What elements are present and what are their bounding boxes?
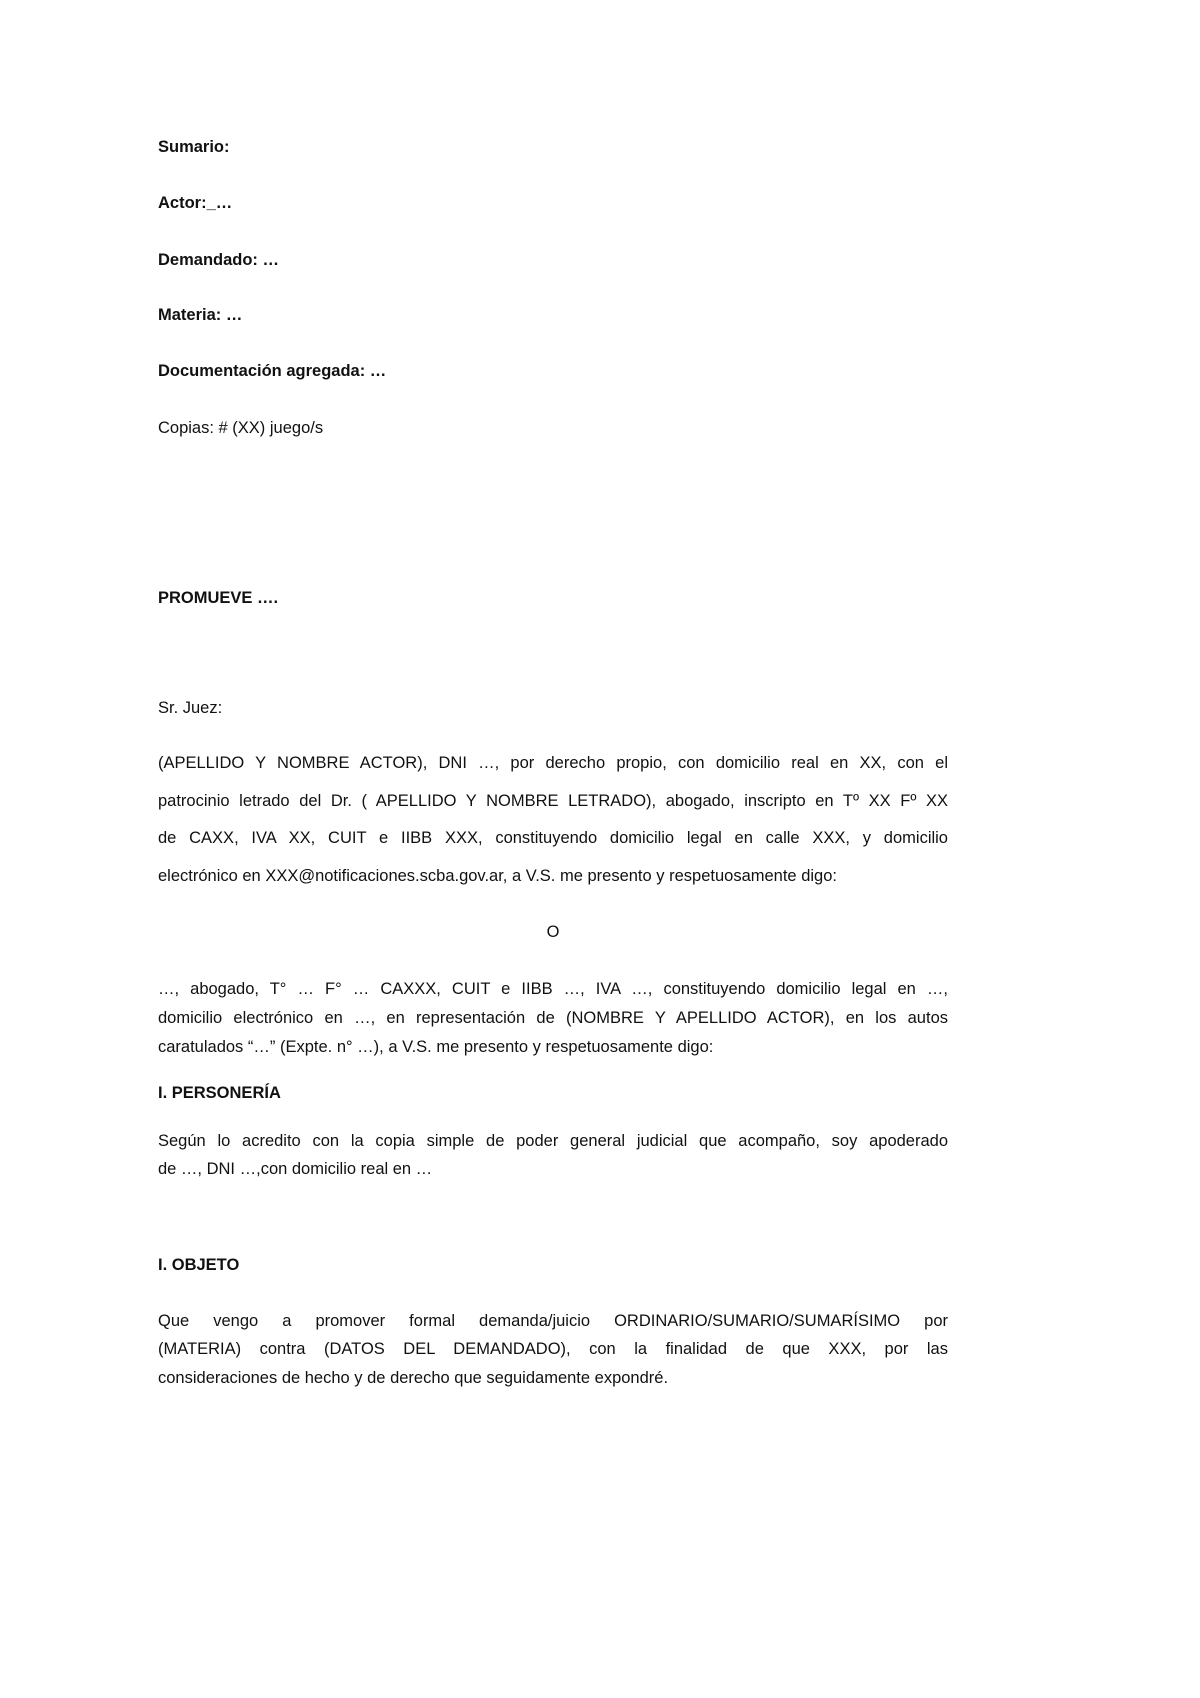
- alt-line: domicilio electrónico en …, en representación de (NOMBRE Y APELLIDO ACTOR), en los autos: [158, 1009, 948, 1027]
- intro-line: (APELLIDO Y NOMBRE ACTOR), DNI …, por derecho propio, con domicilio real en XX, con el: [158, 754, 948, 772]
- salutation: Sr. Juez:: [158, 699, 223, 717]
- objeto-line: consideraciones de hecho y de derecho que seguidamente expondré.: [158, 1369, 669, 1387]
- objeto-line: Que vengo a promover formal demanda/juicio ORDINARIO/SUMARIO/SUMARÍSIMO por: [158, 1312, 948, 1330]
- promueve-heading: PROMUEVE ….: [158, 589, 279, 607]
- personeria-line: de …, DNI …,con domicilio real en …: [158, 1160, 433, 1178]
- summary-actor: Actor:_…: [158, 194, 233, 212]
- intro-line: de CAXX, IVA XX, CUIT e IIBB XXX, constituyendo domicilio legal en calle XXX, y domicilio: [158, 829, 948, 847]
- summary-title: Sumario:: [158, 138, 230, 156]
- objeto-line: (MATERIA) contra (DATOS DEL DEMANDADO), con la finalidad de que XXX, por las: [158, 1340, 948, 1358]
- separator-o: O: [546, 923, 560, 941]
- summary-documentacion: Documentación agregada: …: [158, 362, 387, 380]
- intro-line: electrónico en XXX@notificaciones.scba.gov.ar, a V.S. me presento y respetuosamente digo:: [158, 867, 837, 885]
- personeria-heading: I. PERSONERÍA: [158, 1084, 281, 1102]
- alt-line: caratulados “…” (Expte. n° …), a V.S. me presento y respetuosamente digo:: [158, 1038, 714, 1056]
- alt-line: …, abogado, T° … F° … CAXXX, CUIT e IIBB …, IVA …, constituyendo domicilio legal en …,: [158, 980, 948, 998]
- intro-line: patrocinio letrado del Dr. ( APELLIDO Y NOMBRE LETRADO), abogado, inscripto en Tº XX Fº XX: [158, 792, 948, 810]
- objeto-heading: I. OBJETO: [158, 1256, 240, 1274]
- personeria-line: Según lo acredito con la copia simple de poder general judicial que acompaño, soy apoderado: [158, 1132, 948, 1150]
- summary-copias: Copias: # (XX) juego/s: [158, 419, 324, 437]
- summary-demandado: Demandado: …: [158, 251, 280, 269]
- summary-materia: Materia: …: [158, 306, 243, 324]
